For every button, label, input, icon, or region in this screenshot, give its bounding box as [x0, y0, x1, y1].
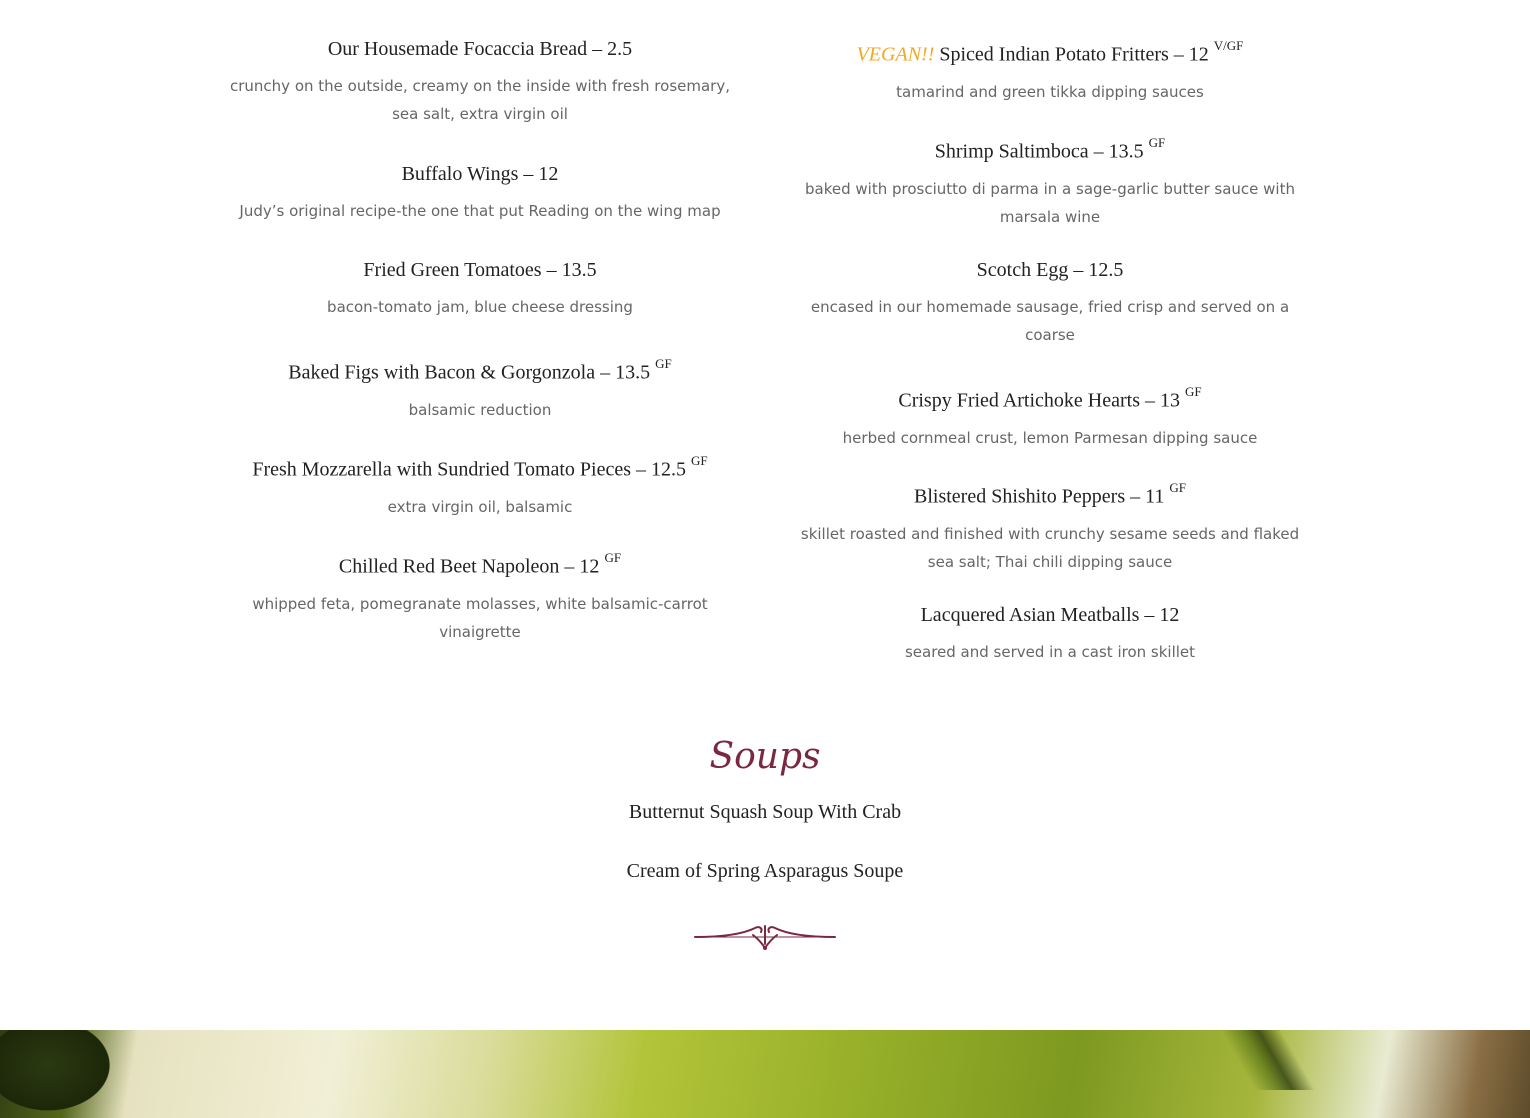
menu-item-title: Scotch Egg – 12.5 [976, 259, 1124, 281]
menu-item [790, 131, 1310, 255]
menu-item [220, 255, 740, 352]
menu-item-description: Judy’s original recipe-the one that put Reading on the wing map [239, 202, 721, 220]
soup-item: Butternut Squash Soup With Crab [628, 801, 902, 823]
menu-item-title: VEGAN!! Spiced Indian Potato Fritters – 12 $^{V/GF}$ [856, 38, 1244, 66]
menu-item-title: Our Housemade Focaccia Bread – 2.5 [327, 38, 633, 60]
menu-item-description: herbed cornmeal crust, lemon Parmesan dipping sauce [842, 428, 1258, 447]
menu-item-description: encased in our homemade sausage, fried crisp and served on a coarse [810, 298, 1290, 344]
menu-item [790, 34, 1310, 131]
menu-item-description: skillet roasted and finished with crunchy sesame seeds and flaked sea salt; Thai chili dipping sauce [800, 524, 1300, 571]
menu-item-description: baked with prosciutto di parma in a sage-garlic butter sauce with marsala wine [805, 179, 1295, 226]
menu-item-title: Blistered Shishito Peppers – 11 $^{GF}$ [914, 480, 1186, 508]
dietary-tag: GF [1148, 135, 1166, 150]
menu-item-title: Shrimp Saltimboca – 13.5 $^{GF}$ [934, 135, 1166, 163]
menu-item [790, 380, 1310, 476]
menu-item-description: extra virgin oil, balsamic [387, 497, 573, 516]
menu-item [220, 352, 740, 449]
dietary-tag: GF [655, 356, 672, 371]
photo-highlight-shape [1210, 1030, 1320, 1090]
dietary-tag: GF [1169, 480, 1186, 495]
menu-item-title: Fried Green Tomatoes – 13.5 [363, 259, 597, 281]
soup-item: Cream of Spring Asparagus Soupe [626, 860, 904, 882]
menu-item-title: Baked Figs with Bacon & Gorgonzola – 13.5 $^{GF}$ [288, 356, 672, 384]
menu-item [790, 476, 1310, 600]
menu-item-description: whipped feta, pomegranate molasses, white balsamic-carrot vinaigrette [252, 594, 708, 641]
menu-item-title: Crispy Fried Artichoke Hearts – 13 $^{GF}$ [898, 384, 1202, 412]
photo-leaf-shape [0, 1030, 120, 1118]
flourish-divider-icon [693, 922, 837, 952]
dietary-tag: GF [691, 453, 708, 468]
menu-item [220, 159, 740, 255]
dietary-tag: V/GF [1213, 38, 1244, 53]
food-photo-banner [0, 1030, 1530, 1118]
menu-item-description: seared and served in a cast iron skillet [904, 643, 1196, 661]
menu-column-left [220, 34, 740, 646]
menu-item-description: tamarind and green tikka dipping sauces [896, 82, 1204, 101]
vegan-label: VEGAN!! [856, 43, 935, 66]
soups-heading: Soups [709, 736, 821, 777]
menu-item [220, 546, 740, 646]
menu-item-description: crunchy on the outside, creamy on the inside with fresh rosemary, sea salt, extra virgin oil [230, 77, 730, 123]
menu-item [790, 600, 1310, 666]
dietary-tag: GF [604, 550, 622, 565]
menu-item [790, 255, 1310, 380]
menu-item-title: Lacquered Asian Meatballs – 12 [920, 604, 1180, 626]
menu-item [220, 449, 740, 546]
menu-item-description: bacon-tomato jam, blue cheese dressing [327, 298, 633, 316]
menu-item-title: Fresh Mozzarella with Sundried Tomato Pieces – 12.5 $^{GF}$ [252, 453, 708, 481]
menu-item-title: Chilled Red Beet Napoleon – 12 $^{GF}$ [338, 550, 622, 578]
menu-item [220, 34, 740, 159]
dietary-tag: GF [1185, 384, 1202, 399]
menu-item-description: balsamic reduction [408, 400, 552, 419]
menu-item-title: Buffalo Wings – 12 [401, 163, 559, 185]
menu-column-right [790, 34, 1310, 666]
